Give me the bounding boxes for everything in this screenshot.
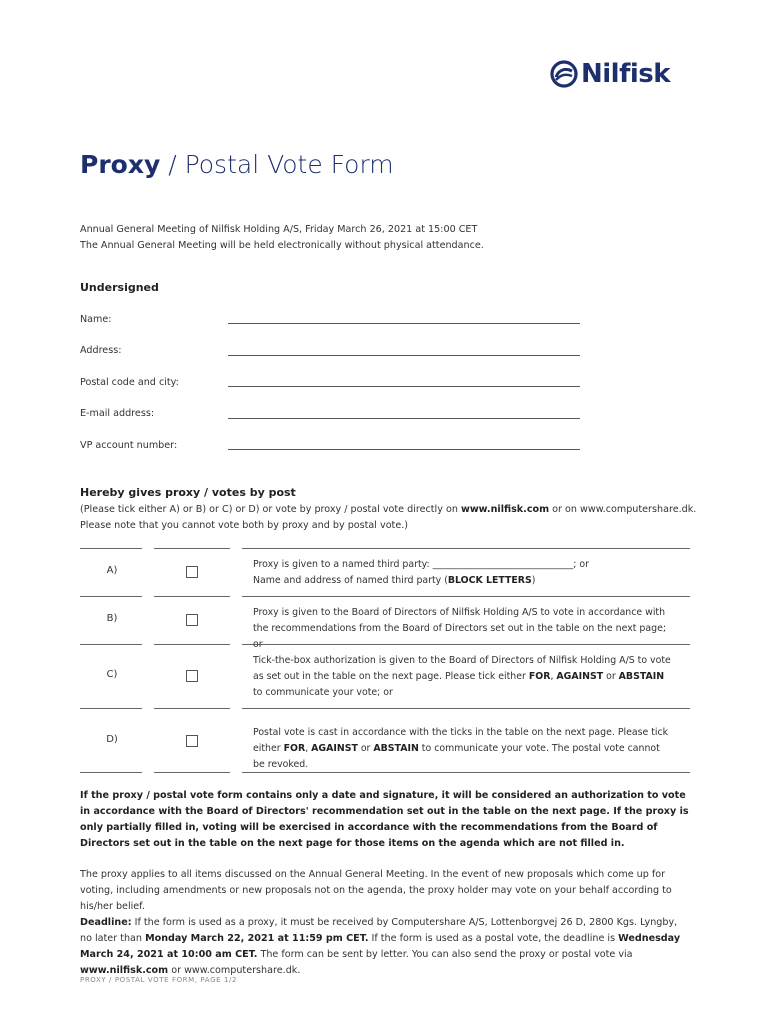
option-d-t2: , — [305, 743, 312, 754]
table-rule — [242, 548, 690, 549]
option-a-line-2-a: Name and address of named third party ( — [253, 575, 448, 586]
undersigned-heading: Undersigned — [80, 281, 159, 294]
table-rule — [80, 772, 142, 773]
option-d-t1: Postal vote is cast in accordance with the ticks in the table on the next page. Please tick either — [253, 727, 669, 754]
option-b-letter: B) — [106, 613, 118, 624]
option-c-letter: C) — [106, 669, 118, 680]
deadline-date-postal: Wednesday March 24, 2021 at 10:00 am CET. — [80, 933, 681, 960]
table-rule — [80, 644, 142, 645]
deadline-label: Deadline: — [80, 917, 132, 928]
address-label: Address: — [80, 345, 122, 356]
option-a-line-2-c: ) — [531, 575, 536, 586]
option-a-line-2 — [253, 573, 673, 589]
table-rule — [242, 596, 690, 597]
vp-account-field[interactable] — [228, 449, 580, 450]
deadline-t3: The form can be sent by letter. You can also send the proxy or postal vote via — [257, 949, 633, 960]
table-rule — [154, 708, 230, 709]
option-d-t3: or — [357, 743, 374, 754]
table-rule — [80, 708, 142, 709]
option-d-against: AGAINST — [311, 743, 358, 754]
table-rule — [242, 708, 690, 709]
nilfisk-link[interactable]: www.nilfisk.com — [460, 504, 550, 515]
postal-code-city-label: Postal code and city: — [80, 377, 179, 388]
proxy-heading: Hereby gives proxy / votes by post — [80, 486, 296, 499]
authorization-notice: If the proxy / postal vote form contains only a date and signature, it will be considered an authorization to vote in accordance with the Board of Directors' recommendation set out in the table on the next page. If the proxy is only partially filled in, voting will be exercised in accordance with the recommendations from the Board of Directors set out in the table on the next page for those items on the agenda which are not filled in. — [80, 790, 689, 849]
deadline-notice — [80, 915, 690, 979]
postal-code-city-field[interactable] — [228, 386, 580, 387]
option-c-against: AGAINST — [556, 671, 604, 682]
table-rule — [154, 644, 230, 645]
name-label: Name: — [80, 314, 112, 325]
page-title — [80, 150, 394, 179]
name-field[interactable] — [228, 323, 580, 324]
meeting-intro — [80, 222, 484, 254]
option-b-checkbox[interactable] — [186, 614, 198, 626]
vp-account-label: VP account number: — [80, 440, 178, 451]
page-footer: PROXY / POSTAL VOTE FORM, PAGE 1/2 — [80, 976, 238, 984]
option-d-abstain: ABSTAIN — [373, 743, 419, 754]
proxy-sub-b: or on www.computershare.dk. Please note that you cannot vote both by proxy and by postal vote.) — [80, 504, 697, 531]
title-bold: Proxy — [80, 150, 161, 179]
option-c-for: FOR — [528, 671, 551, 682]
option-a-letter: A) — [106, 565, 118, 576]
option-c-checkbox[interactable] — [186, 670, 198, 682]
proxy-instructions — [80, 502, 700, 534]
option-c-t2: , — [550, 671, 557, 682]
deadline-t1: If the form is used as a proxy, it must be received by Computershare A/S, Lottenborgvej 26 D, 2800 Kgs. Lyngby, no later than — [80, 917, 678, 944]
option-c-t1: Tick-the-box authorization is given to the Board of Directors of Nilfisk Holding A/S to vote as set out in the table on the next page. Please tick either — [253, 655, 671, 682]
option-c-t3: or — [603, 671, 619, 682]
option-c-abstain: ABSTAIN — [618, 671, 665, 682]
deadline-t2: If the form is used as a postal vote, the deadline is — [368, 933, 619, 944]
block-letters-label: BLOCK LETTERS — [447, 575, 532, 586]
option-d-text — [253, 725, 673, 773]
option-d-for: FOR — [283, 743, 306, 754]
intro-line-2: The Annual General Meeting will be held electronically without physical attendance. — [80, 240, 484, 251]
deadline-t4: or www.computershare.dk. — [168, 965, 301, 976]
proxy-scope-notice: The proxy applies to all items discussed on the Annual General Meeting. In the event of new proposals which come up for voting, including amendments or new proposals not on the agenda, the proxy holder may vote on your behalf according to his/her belief. — [80, 869, 672, 912]
logo-wordmark: Nilfisk — [581, 59, 671, 89]
option-d-letter: D) — [106, 734, 118, 745]
deadline-date-proxy: Monday March 22, 2021 at 11:59 pm CET. — [145, 933, 369, 944]
address-field[interactable] — [228, 355, 580, 356]
email-field[interactable] — [228, 418, 580, 419]
option-c-t4: to communicate your vote; or — [253, 687, 393, 698]
table-rule — [154, 596, 230, 597]
email-label: E-mail address: — [80, 408, 155, 419]
table-rule — [80, 596, 142, 597]
nilfisk-logo — [550, 58, 692, 90]
option-d-checkbox[interactable] — [186, 735, 198, 747]
deadline-nilfisk-link[interactable]: www.nilfisk.com — [80, 965, 169, 976]
table-rule — [154, 548, 230, 549]
option-a-checkbox[interactable] — [186, 566, 198, 578]
table-rule — [154, 772, 230, 773]
intro-line-1: Annual General Meeting of Nilfisk Holding A/S, Friday March 26, 2021 at 15:00 CET — [80, 224, 478, 235]
table-rule — [80, 548, 142, 549]
title-rest: / Postal Vote Form — [160, 150, 394, 179]
option-a-text — [253, 557, 673, 589]
nilfisk-logo-mark-icon — [550, 60, 578, 88]
option-a-line-1: Proxy is given to a named third party: ______________________________; or — [253, 559, 589, 570]
option-d-t4: to communicate your vote. The postal vote cannot be revoked. — [253, 743, 660, 770]
proxy-sub-a: (Please tick either A) or B) or C) or D) or vote by proxy / postal vote directly on — [80, 504, 461, 515]
option-c-text — [253, 653, 673, 701]
option-b-text: Proxy is given to the Board of Directors of Nilfisk Holding A/S to vote in accordance with the recommendations from the Board of Directors set out in the table on the next page; or — [253, 607, 667, 650]
